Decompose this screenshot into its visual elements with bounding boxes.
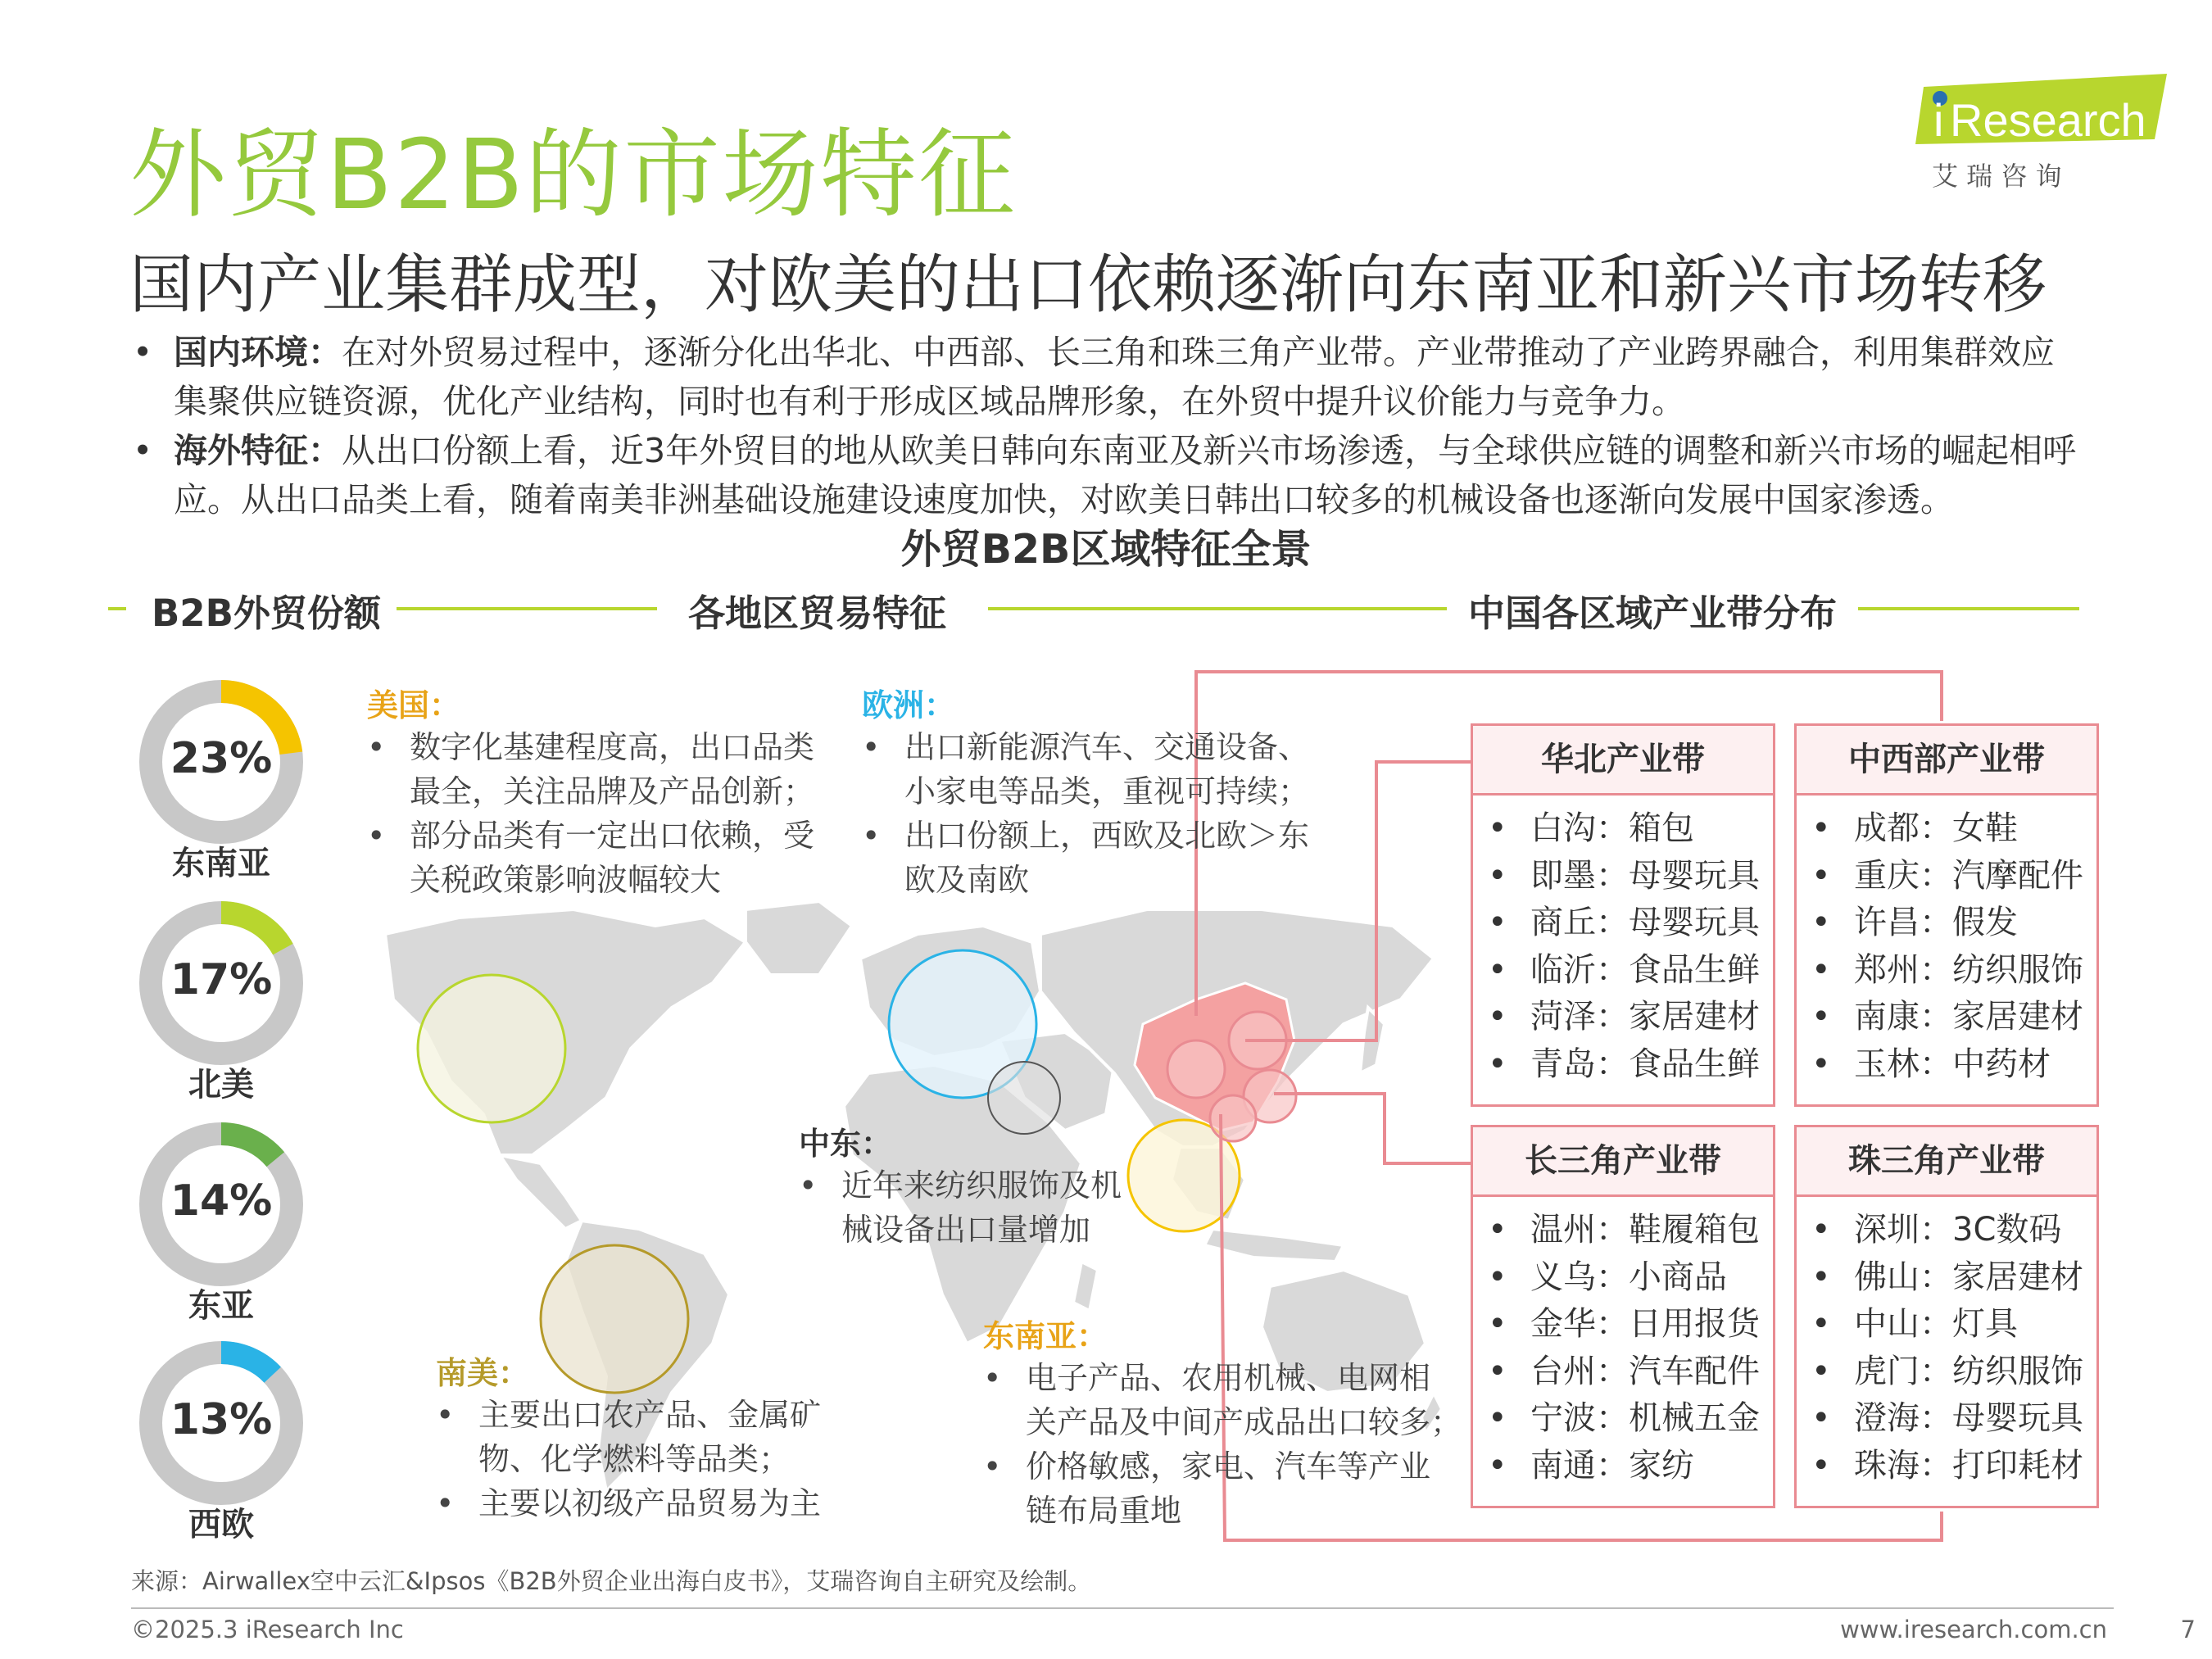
donut-region-name: 北美: [188, 1066, 254, 1104]
belt-item: [1811, 1349, 2096, 1396]
belt-item-text: 青岛：食品生鲜: [1530, 1045, 1760, 1083]
belt-item: [1811, 1395, 2096, 1443]
belt-item: [1811, 947, 2096, 995]
belt-item-text: 金华：日用报货: [1530, 1305, 1760, 1343]
region-text: 关税政策影响波幅较大: [410, 862, 722, 898]
belt-item: [1488, 947, 1773, 995]
website: www.iresearch.com.cn: [1840, 1616, 2107, 1643]
belt-item-text: 台州：汽车配件: [1530, 1352, 1760, 1390]
belt-item: [1488, 805, 1773, 853]
belt-item-text: 白沟：箱包: [1530, 809, 1694, 847]
logo-i: i: [1933, 94, 1944, 146]
belt-item-text: 南康：家居建材: [1854, 998, 2083, 1036]
belt-item-text: 澄海：母婴玩具: [1854, 1399, 2083, 1437]
bullet-dot: •: [1488, 1258, 1507, 1296]
page-title: 外贸B2B的市场特征: [129, 118, 1017, 231]
page-subtitle: 国内产业集群成型，对欧美的出口依赖逐渐向东南亚和新兴市场转移: [129, 248, 2047, 322]
bullet-dot: •: [1811, 998, 1831, 1036]
footer-divider: [131, 1607, 2114, 1609]
belt-box-3: [1794, 1125, 2099, 1508]
page-number: 7: [2180, 1616, 2196, 1643]
bullet-dot: •: [1811, 1258, 1831, 1296]
region-text: 电子产品、农用机械、电网相: [1026, 1360, 1431, 1396]
belt-item: [1811, 1254, 2096, 1302]
belt-item: [1811, 1041, 2096, 1089]
bullet-dot: •: [133, 333, 153, 372]
belt-item-text: 即墨：母婴玩具: [1530, 856, 1760, 895]
region-text: 械设备出口量增加: [841, 1212, 1091, 1248]
region-title: 南美：: [436, 1355, 530, 1391]
donut-percent-label: 17%: [170, 955, 273, 1004]
region-title: 美国：: [367, 687, 461, 723]
section-share-title: B2B外贸份额: [152, 592, 381, 635]
bullet-text: 从出口份额上看，近3年外贸目的地从欧美日韩向东南亚及新兴市场渗透，与全球供应链的调整和新兴市场的崛起相呼: [342, 431, 2077, 470]
region-text: 链布局重地: [1026, 1493, 1182, 1529]
donut-region-name: 东南亚: [172, 845, 270, 882]
belt-item: [1811, 1443, 2096, 1490]
region-text: 近年来纺织服饰及机: [841, 1167, 1122, 1203]
bullet-dot: •: [1811, 1399, 1831, 1437]
bullet-dot: •: [1488, 904, 1507, 941]
belt-item-text: 玉林：中药材: [1854, 1045, 2051, 1083]
belt-item: [1811, 900, 2096, 947]
belt-box-2: [1471, 1125, 1775, 1508]
region-title: 东南亚：: [983, 1318, 1108, 1354]
bullet-dot: •: [1488, 856, 1507, 895]
belt-item: [1488, 900, 1773, 947]
belt-item-text: 珠海：打印耗材: [1854, 1446, 2083, 1484]
section-belts-title: 中国各区域产业带分布: [1468, 592, 1838, 635]
belt-item: [1488, 1254, 1773, 1302]
belt-box-0: [1471, 723, 1775, 1107]
copyright: ©2025.3 iResearch Inc: [131, 1616, 404, 1643]
region-text: 关产品及中间产成品出口较多；: [1026, 1404, 1462, 1440]
donut-percent-label: 23%: [170, 734, 273, 783]
bullet-dot: •: [1488, 950, 1507, 989]
logo-brand: Research: [1950, 94, 2146, 146]
belt-item: [1488, 1395, 1773, 1443]
donut-percent-label: 13%: [170, 1395, 273, 1444]
belt-item-text: 佛山：家居建材: [1854, 1258, 2083, 1296]
region-text: 价格敏感，家电、汽车等产业: [1026, 1448, 1431, 1484]
region-title: 中东：: [799, 1126, 893, 1162]
region-text: 数字化基建程度高，出口品类: [410, 729, 815, 765]
belt-item: [1811, 994, 2096, 1041]
region-text: 出口新能源汽车、交通设备、: [904, 729, 1310, 765]
belt-box-1: [1794, 723, 2099, 1107]
belt-item-text: 虎门：纺织服饰: [1854, 1352, 2083, 1390]
bullet-dot: •: [1488, 809, 1507, 847]
bullet-dot: •: [1811, 1446, 1831, 1484]
bullet-text: 集聚供应链资源，优化产业结构，同时也有利于形成区域品牌形象，在外贸中提升议价能力与竞争力。: [174, 382, 1685, 421]
belt-item-text: 温州：鞋履箱包: [1530, 1211, 1760, 1249]
donut-percent-label: 14%: [170, 1176, 273, 1226]
belt-item: [1488, 853, 1773, 900]
bullet-dot: •: [1811, 904, 1831, 941]
belt-title: 华北产业带: [1473, 726, 1773, 796]
section-regions-title: 各地区贸易特征: [688, 592, 947, 635]
belt-item-text: 菏泽：家居建材: [1530, 998, 1760, 1036]
belt-item-text: 郑州：纺织服饰: [1854, 950, 2083, 989]
region-title: 欧洲：: [862, 687, 956, 723]
region-text: 欧及南欧: [904, 862, 1030, 898]
region-south-america: 南美： • 主要出口农产品、金属矿 物、化学燃料等品类； • 主要以初级产品贸易为主: [436, 1348, 862, 1525]
belt-title: 长三角产业带: [1473, 1127, 1773, 1197]
belt-item: [1488, 1041, 1773, 1089]
bullet-dot: •: [1488, 1045, 1507, 1083]
belt-item-text: 临沂：食品生鲜: [1530, 950, 1760, 989]
region-text: 主要出口农产品、金属矿: [478, 1397, 822, 1433]
belt-item: [1488, 1301, 1773, 1349]
bullet-dot: •: [1811, 1211, 1831, 1249]
belt-item-text: 中山：灯具: [1854, 1305, 2018, 1343]
belt-title: 珠三角产业带: [1797, 1127, 2096, 1197]
donut-region-name: 西欧: [188, 1506, 254, 1543]
region-text: 主要以初级产品贸易为主: [478, 1485, 822, 1521]
bullet-dot: •: [133, 431, 153, 470]
region-text: 出口份额上，西欧及北欧＞东: [904, 818, 1310, 854]
bullet-text: 在对外贸易过程中，逐渐分化出华北、中西部、长三角和珠三角产业带。产业带推动了产业跨界融合，利用集群效应: [342, 333, 2055, 372]
bullet-dot: •: [1811, 1305, 1831, 1343]
belt-item-text: 义乌：小商品: [1530, 1258, 1727, 1296]
region-middle-east: 中东： • 近年来纺织服饰及机 械设备出口量增加: [799, 1118, 1143, 1252]
bullet-dot: •: [1488, 1305, 1507, 1343]
region-europe: 欧洲： • 出口新能源汽车、交通设备、 小家电等品类，重视可持续； • 出口份额上，西欧及北欧＞东 欧及南欧: [862, 680, 1337, 902]
belt-item: [1488, 1443, 1773, 1490]
donut-region-name: 东亚: [188, 1287, 254, 1325]
region-text: 部分品类有一定出口依赖，受: [410, 818, 815, 854]
logo-tagline: 艾 瑞 咨 询: [1932, 161, 2062, 192]
bullet-dot: •: [1488, 1399, 1507, 1437]
belt-item-text: 南通：家纺: [1530, 1446, 1694, 1484]
belt-item: [1811, 1301, 2096, 1349]
region-text: 小家电等品类，重视可持续；: [904, 773, 1310, 809]
belt-item: [1811, 1207, 2096, 1254]
bullet-dot: •: [1488, 1211, 1507, 1249]
bullet-dot: •: [1811, 809, 1831, 847]
source-note: 来源：Airwallex空中云汇&Ipsos《B2B外贸企业出海白皮书》，艾瑞咨询自主研究及绘制。: [131, 1567, 1092, 1595]
belt-title: 中西部产业带: [1797, 726, 2096, 796]
region-text: 最全，关注品牌及产品创新；: [410, 773, 815, 809]
bullet-dot: •: [1811, 950, 1831, 989]
region-us: 美国： • 数字化基建程度高，出口品类 最全，关注品牌及产品创新； • 部分品类有一定出口依赖，受 关税政策影响波幅较大: [367, 680, 834, 902]
belt-item: [1811, 853, 2096, 900]
bullet-dot: •: [1811, 856, 1831, 895]
belt-item-text: 深圳：3C数码: [1854, 1211, 2062, 1249]
belt-item-text: 许昌：假发: [1854, 904, 2018, 941]
belt-item-text: 商丘：母婴玩具: [1530, 904, 1760, 941]
belt-item-text: 宁波：机械五金: [1530, 1399, 1760, 1437]
belt-item-text: 成都：女鞋: [1854, 809, 2018, 847]
bullet-dot: •: [1488, 1352, 1507, 1390]
bullet-dot: •: [1488, 998, 1507, 1036]
region-southeast-asia: 东南亚： • 电子产品、农用机械、电网相 关产品及中间产成品出口较多； • 价格敏感，家电、汽车等产业 链布局重地: [983, 1311, 1475, 1533]
bullet-dot: •: [1488, 1446, 1507, 1484]
bullet-dot: •: [1811, 1352, 1831, 1390]
bullet-label: 国内环境：: [174, 333, 342, 372]
region-text: 物、化学燃料等品类；: [478, 1441, 791, 1477]
belt-item-text: 重庆：汽摩配件: [1854, 856, 2083, 895]
belt-item: [1488, 1349, 1773, 1396]
bullet-text: 应。从出口品类上看，随着南美非洲基础设施建设速度加快，对欧美日韩出口较多的机械设备也逐渐向发展中国家渗透。: [174, 480, 1954, 519]
bullet-dot: •: [1811, 1045, 1831, 1083]
panorama-title: 外贸B2B区域特征全景: [900, 526, 1312, 573]
belt-item: [1488, 1207, 1773, 1254]
belt-item: [1488, 994, 1773, 1041]
belt-item: [1811, 805, 2096, 853]
bullet-label: 海外特征：: [174, 431, 342, 470]
